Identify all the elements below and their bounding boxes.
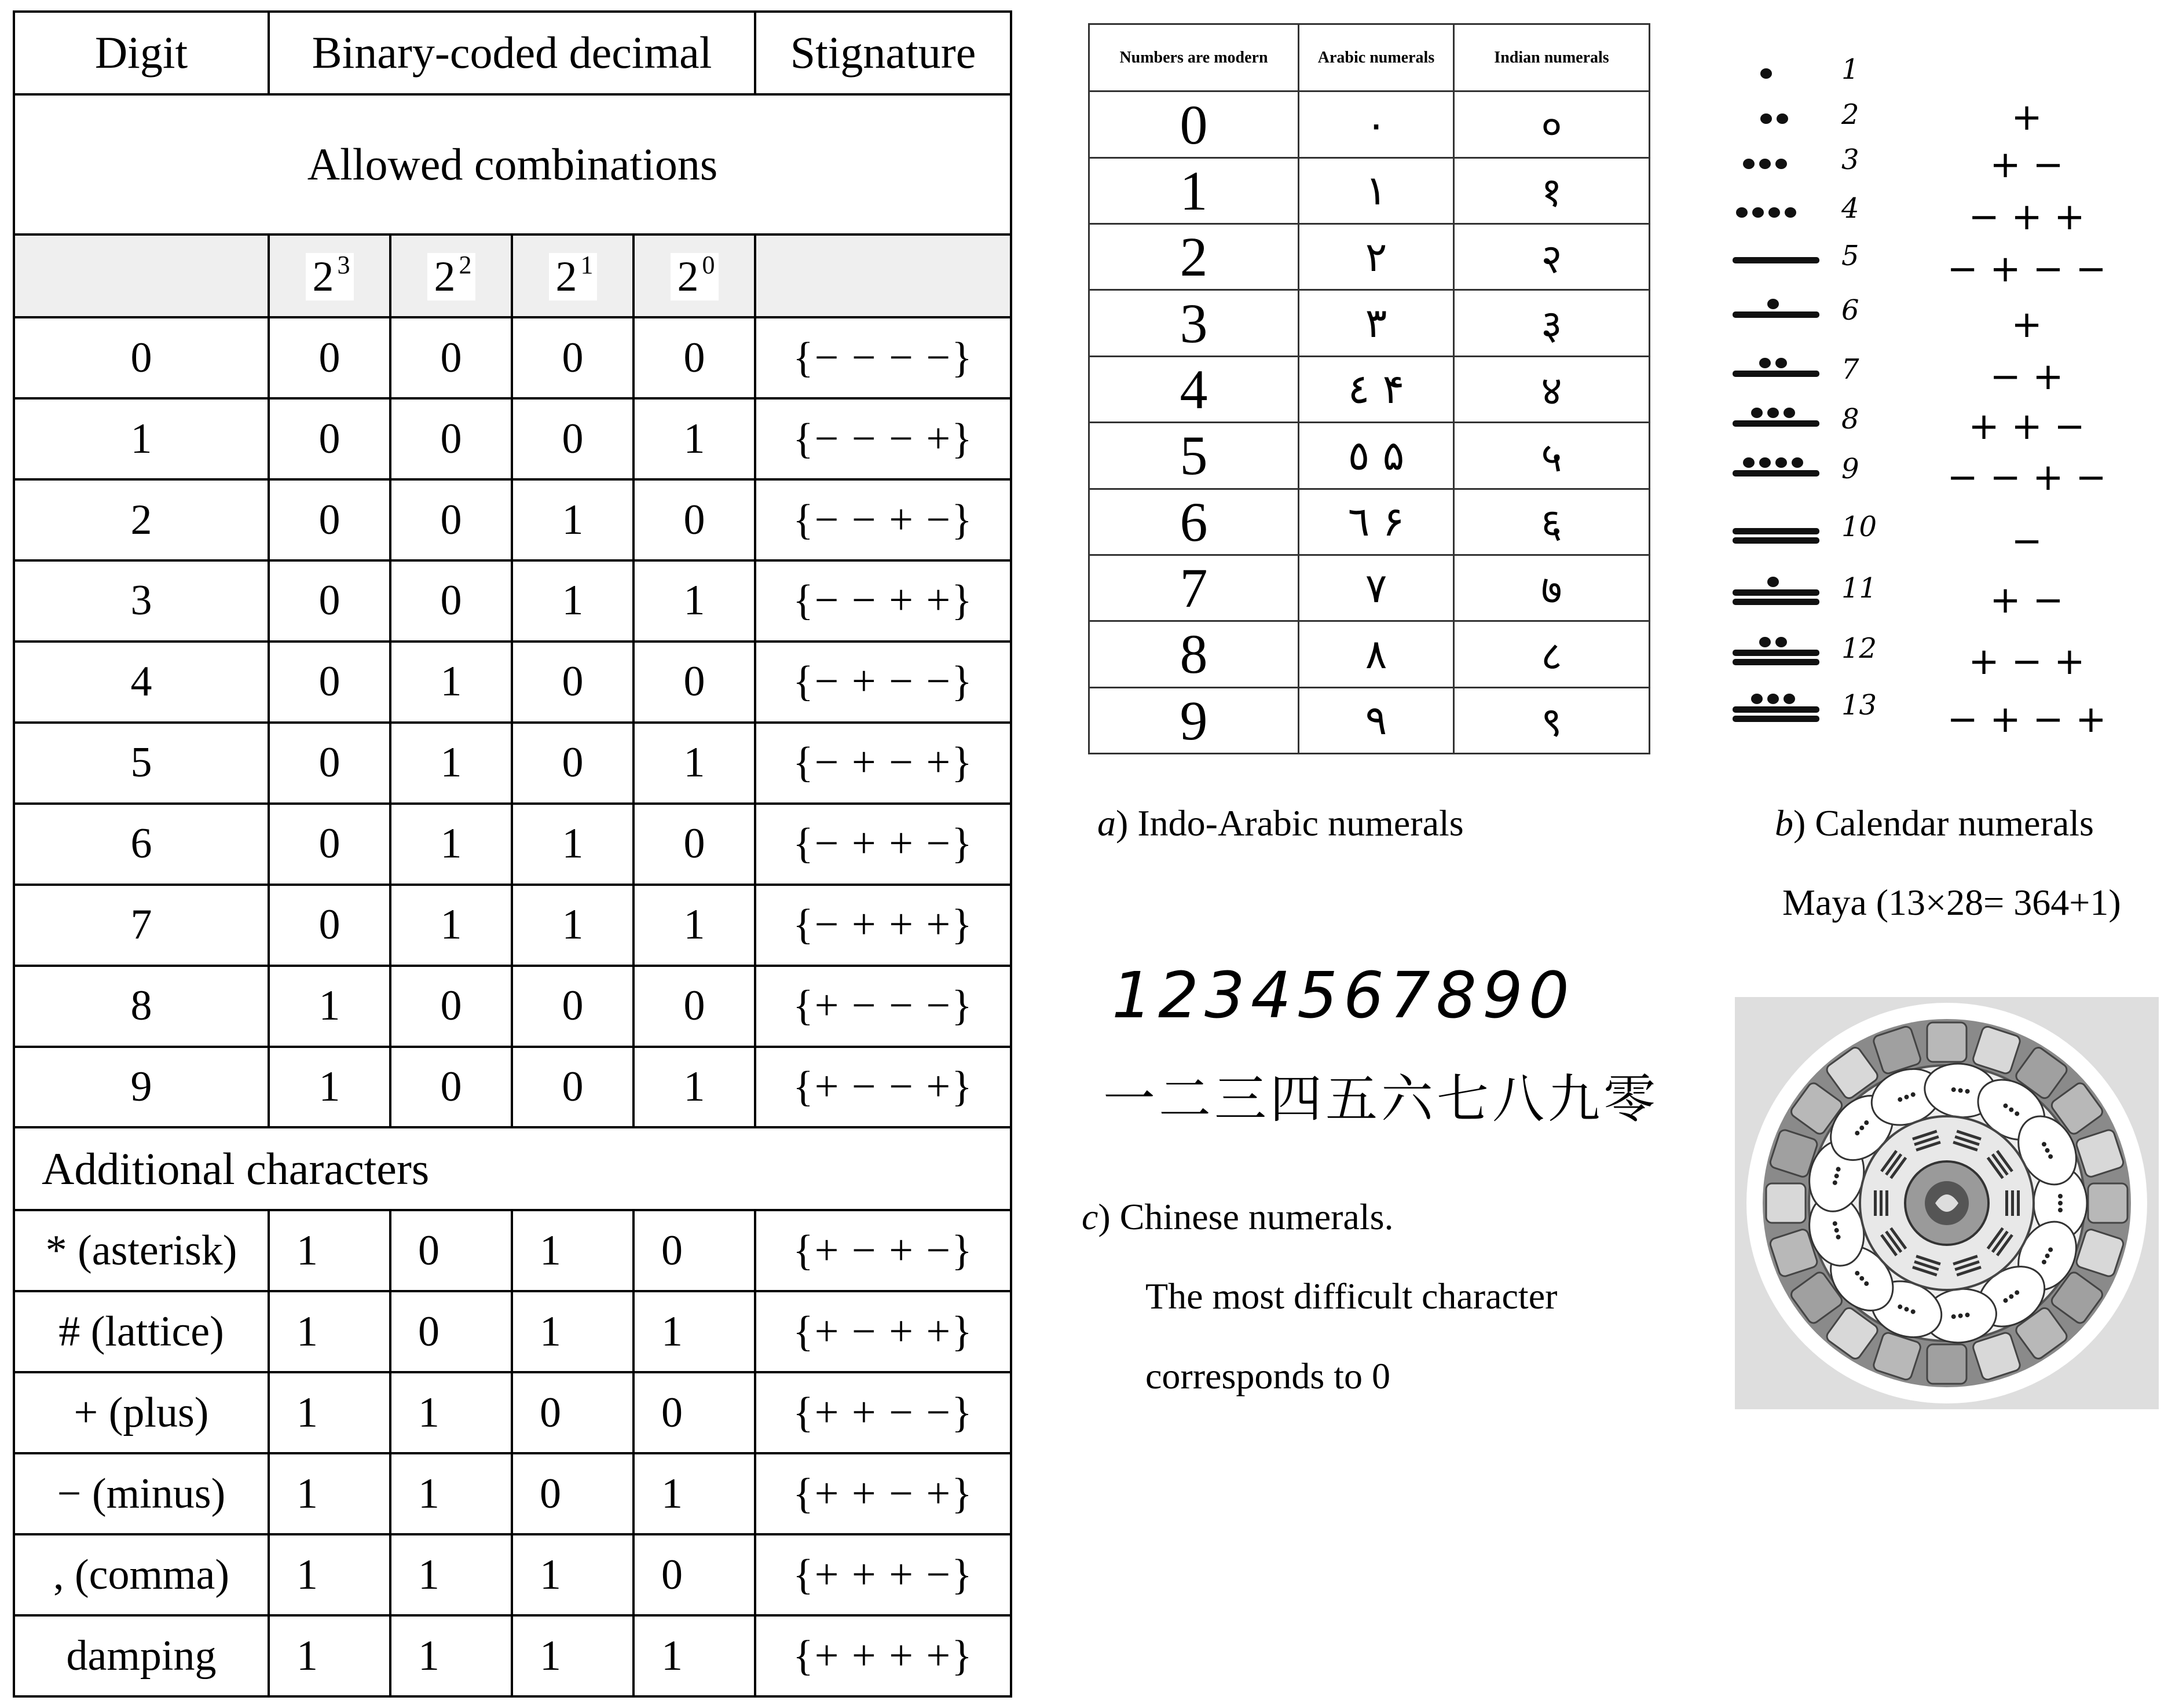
maya-bar [1733,371,1819,377]
maya-glyph [1731,445,1847,497]
maya-bar [1733,537,1819,544]
maya-dot [1767,299,1779,309]
table-row [1089,423,1650,489]
arabic-numeral: ٦ ۶ [1299,489,1454,555]
character-name-cell: * (asterisk) [14,1210,269,1291]
maya-dot [1767,694,1779,704]
maya-signature: + − [1990,144,2064,186]
character-name-cell: , (comma) [14,1534,269,1615]
bit-cell: 1 [269,966,390,1047]
maya-dot [1792,457,1803,468]
power-header: 2 $^2$ [390,234,512,317]
bit-cell: 1 [390,642,512,723]
bit-cell: 1 [269,1534,390,1615]
maya-dot [1736,207,1748,218]
signature-cell: {+ − + +} [755,1291,1011,1372]
arabic-numeral: ٨ [1299,621,1454,687]
indo-arabic-table [1088,23,1650,754]
digit-cell: 6 [14,804,269,885]
maya-numeral-row [1726,45,2154,97]
indian-numeral: ९ [1454,687,1650,753]
table-row [14,1372,1011,1453]
table-row [14,1534,1011,1615]
bit-cell: 1 [512,1615,633,1696]
table-row [1089,157,1650,223]
arabic-numeral: ٣ [1299,290,1454,356]
digit-cell: 1 [14,398,269,479]
maya-signature: + [2011,303,2042,346]
maya-signature: − + − + [1947,698,2107,741]
bit-cell: 1 [633,1047,755,1128]
arabic-numeral: ٩ [1299,687,1454,753]
bit-cell: 1 [512,1210,633,1291]
maya-dot [1759,637,1771,647]
bit-cell: 1 [512,1291,633,1372]
maya-numerals [1726,45,2154,763]
power-header: 2 $^0$ [633,234,755,317]
bit-cell: 0 [512,966,633,1047]
maya-number-label: 2 [1841,98,1859,131]
handwritten-digits: 1234567890 [1112,958,1575,1032]
maya-glyph [1731,184,1847,236]
bit-cell: 1 [390,1372,512,1453]
table-row [1089,224,1650,290]
maya-number-label: 7 [1841,353,1859,386]
maya-glyph [1731,681,1847,733]
bit-cell: 0 [512,398,633,479]
bit-cell: 0 [390,966,512,1047]
modern-numeral: 2 [1089,224,1299,290]
bit-cell: 1 [390,885,512,966]
bit-cell: 0 [512,723,633,804]
maya-dot [1759,457,1771,468]
bit-cell: 1 [269,1453,390,1534]
maya-dot [1759,159,1771,169]
character-name-cell: − (minus) [14,1453,269,1534]
arabic-numeral: ١ [1299,157,1454,223]
chinese-note-line1: The most difficult character [1145,1275,1558,1317]
bit-cell: 1 [269,1047,390,1128]
table-row [1089,687,1650,753]
modern-numeral: 1 [1089,157,1299,223]
calendar-caption: b) Calendar numerals [1775,802,2094,844]
maya-dot [1751,408,1763,418]
column-header: Numbers are modern [1089,24,1299,91]
chinese-numeral-characters: 一二三四五六七八九零 [1103,1069,1659,1130]
bit-cell: 1 [390,1615,512,1696]
bit-cell: 0 [390,1291,512,1372]
allowed-combinations-label: Allowed combinations [14,94,1011,234]
table-row [14,804,1011,885]
maya-dot [1785,207,1796,218]
maya-dot [1751,694,1763,704]
bcd-header-row [14,12,1011,94]
power-header: 2 $^1$ [512,234,633,317]
bit-cell: 0 [269,804,390,885]
maya-dot [1777,113,1788,124]
signature-cell: {− + − +} [755,723,1011,804]
modern-numeral: 3 [1089,290,1299,356]
digit-cell: 8 [14,966,269,1047]
arabic-numeral: ٢ [1299,224,1454,290]
bit-cell: 0 [633,317,755,398]
maya-signature: + − [1990,579,2064,622]
bit-cell: 1 [512,560,633,642]
maya-signature: − [2011,520,2042,563]
table-row [14,1047,1011,1128]
maya-dot [1743,457,1755,468]
maya-bar [1733,311,1819,318]
bit-cell: 1 [512,479,633,560]
arabic-numeral: ٧ [1299,555,1454,621]
maya-bar [1733,589,1819,596]
table-row [1089,555,1650,621]
digit-cell: 0 [14,317,269,398]
maya-bar [1733,650,1819,656]
arabic-numeral: ٠ [1299,91,1454,157]
table-row [14,317,1011,398]
modern-numeral: 7 [1089,555,1299,621]
maya-glyph [1731,90,1847,142]
table-row [14,1291,1011,1372]
modern-numeral: 0 [1089,91,1299,157]
bit-cell: 0 [633,1372,755,1453]
signature-cell: {− + − −} [755,642,1011,723]
table-row [1089,91,1650,157]
bit-cell: 0 [512,642,633,723]
signature-cell: {+ + + +} [755,1615,1011,1696]
bit-cell: 0 [390,398,512,479]
table-row [14,885,1011,966]
indian-numeral: ० [1454,91,1650,157]
indian-numeral: ३ [1454,290,1650,356]
powers-row [14,234,1011,317]
bit-cell: 1 [512,885,633,966]
digit-cell: 7 [14,885,269,966]
maya-bar [1733,470,1819,477]
digit-cell: 5 [14,723,269,804]
table-row [14,723,1011,804]
modern-numeral: 5 [1089,423,1299,489]
signature-cell: {+ − − −} [755,966,1011,1047]
digit-cell: 4 [14,642,269,723]
maya-glyph [1731,135,1847,188]
maya-calendar-wheel-image [1735,997,2159,1409]
bit-cell: 1 [633,398,755,479]
bit-cell: 1 [633,560,755,642]
calendar-wheel-graphic [1735,997,2159,1409]
bit-cell: 0 [633,804,755,885]
bit-cell: 1 [390,1534,512,1615]
maya-bar [1733,599,1819,605]
maya-dot [1759,358,1771,368]
maya-number-label: 12 [1841,632,1877,665]
bit-cell: 0 [633,642,755,723]
indian-numeral: १ [1454,157,1650,223]
arabic-numeral: ٥ ۵ [1299,423,1454,489]
column-header: Arabic numerals [1299,24,1454,91]
table-row [14,479,1011,560]
bit-cell: 1 [269,1210,390,1291]
maya-number-label: 11 [1841,572,1877,604]
maya-number-label: 13 [1841,689,1877,721]
bit-cell: 1 [512,1534,633,1615]
indian-numeral: ८ [1454,621,1650,687]
bit-cell: 0 [633,966,755,1047]
table-row [14,560,1011,642]
signature-cell: {− + + −} [755,804,1011,885]
table-row [1089,621,1650,687]
bit-cell: 0 [269,398,390,479]
maya-dot [1752,207,1764,218]
maya-dot [1743,159,1755,169]
maya-dot [1775,457,1787,468]
maya-caption: Maya (13×28= 364+1) [1782,882,2121,923]
bit-cell: 0 [633,1534,755,1615]
indian-numeral: ४ [1454,356,1650,422]
table-row [1089,290,1650,356]
bit-cell: 1 [390,1453,512,1534]
modern-numeral: 4 [1089,356,1299,422]
bit-cell: 1 [269,1372,390,1453]
table-row [1089,356,1650,422]
signature-cell: {+ − + −} [755,1210,1011,1291]
maya-number-label: 4 [1841,192,1859,225]
maya-glyph [1731,45,1847,97]
maya-dot [1768,207,1780,218]
chinese-note-line2: corresponds to 0 [1145,1355,1391,1397]
maya-number-label: 9 [1841,453,1859,485]
column-header: Indian numerals [1454,24,1650,91]
maya-signature: − + + [1968,196,2085,239]
bit-cell: 0 [390,560,512,642]
bit-cell: 1 [269,1615,390,1696]
maya-dot [1760,68,1772,79]
maya-number-label: 8 [1841,403,1859,435]
signature-cell: {− + + +} [755,885,1011,966]
maya-bar [1733,257,1819,263]
bit-cell: 0 [390,1210,512,1291]
power-header: 2 $^3$ [269,234,390,317]
maya-bar [1733,528,1819,534]
signature-cell: {− − − −} [755,317,1011,398]
bit-cell: 0 [512,1453,633,1534]
table-row [14,642,1011,723]
bit-cell: 0 [269,317,390,398]
table-row [14,1615,1011,1696]
maya-dot [1784,694,1795,704]
maya-dot [1775,637,1787,647]
signature-cell: {− − − +} [755,398,1011,479]
maya-glyph [1731,624,1847,676]
bit-cell: 1 [633,1453,755,1534]
maya-dot [1775,159,1787,169]
signature-cell: {− − + +} [755,560,1011,642]
maya-signature: − + [1990,355,2064,398]
bit-cell: 0 [390,317,512,398]
maya-bar [1733,420,1819,427]
bcd-header: Binary-coded decimal [269,12,755,94]
character-name-cell: + (plus) [14,1372,269,1453]
table-row [14,1453,1011,1534]
maya-number-label: 10 [1841,511,1877,543]
bit-cell: 1 [633,1615,755,1696]
signature-cell: {+ + + −} [755,1534,1011,1615]
maya-number-label: 6 [1841,294,1859,327]
bit-cell: 0 [390,479,512,560]
table-row [14,398,1011,479]
maya-bar [1733,716,1819,722]
maya-signature: − + − − [1947,248,2107,291]
modern-numeral: 9 [1089,687,1299,753]
digit-cell: 2 [14,479,269,560]
maya-dot [1775,358,1787,368]
bit-cell: 1 [512,804,633,885]
maya-dot [1767,577,1779,587]
bit-cell: 0 [512,1047,633,1128]
maya-bar [1733,659,1819,665]
maya-number-label: 5 [1841,240,1859,272]
maya-dot [1767,408,1779,418]
bit-cell: 1 [390,723,512,804]
bit-cell: 0 [512,317,633,398]
table-row [1089,489,1650,555]
maya-glyph [1731,503,1847,555]
bit-cell: 1 [269,1291,390,1372]
bit-cell: 0 [390,1047,512,1128]
bit-cell: 1 [633,1291,755,1372]
maya-dot [1784,408,1795,418]
modern-numeral: 8 [1089,621,1299,687]
digit-cell: 3 [14,560,269,642]
indian-numeral: ५ [1454,423,1650,489]
maya-glyph [1731,395,1847,447]
bit-cell: 0 [633,1210,755,1291]
additional-characters-label: Additional characters [14,1127,1011,1210]
table-row [14,966,1011,1047]
maya-bar [1733,706,1819,713]
maya-glyph [1731,232,1847,284]
bit-cell: 1 [390,804,512,885]
maya-glyph [1731,564,1847,616]
maya-number-label: 3 [1841,144,1859,176]
maya-signature: + [2011,96,2042,139]
indo-arabic-header-row [1089,24,1650,91]
table-row [14,1210,1011,1291]
maya-signature: − − + − [1947,456,2107,499]
bit-cell: 1 [633,723,755,804]
bcd-table [13,10,1012,1698]
signature-cell: {+ + − −} [755,1372,1011,1453]
bit-cell: 0 [512,1372,633,1453]
bit-cell: 0 [269,642,390,723]
bit-cell: 0 [269,560,390,642]
signature-cell: {− − + −} [755,479,1011,560]
indian-numeral: ७ [1454,555,1650,621]
signature-cell: {+ − − +} [755,1047,1011,1128]
bit-cell: 1 [633,885,755,966]
maya-number-label: 1 [1841,53,1859,86]
digit-header: Digit [14,12,269,94]
modern-numeral: 6 [1089,489,1299,555]
character-name-cell: damping [14,1615,269,1696]
indo-arabic-caption: a) Indo-Arabic numerals [1097,802,1464,844]
indian-numeral: ६ [1454,489,1650,555]
character-name-cell: # (lattice) [14,1291,269,1372]
maya-dot [1760,113,1772,124]
chinese-caption: c) Chinese numerals. [1082,1196,1394,1237]
digit-cell: 9 [14,1047,269,1128]
bit-cell: 0 [269,479,390,560]
bit-cell: 0 [269,885,390,966]
maya-signature: + + − [1968,405,2085,448]
maya-glyph [1731,345,1847,397]
signature-header: Stignature [755,12,1011,94]
signature-cell: {+ + − +} [755,1453,1011,1534]
bit-cell: 0 [633,479,755,560]
bit-cell: 0 [269,723,390,804]
maya-glyph [1731,286,1847,338]
indian-numeral: २ [1454,224,1650,290]
maya-signature: + − + [1968,640,2085,683]
arabic-numeral: ٤ ۴ [1299,356,1454,422]
